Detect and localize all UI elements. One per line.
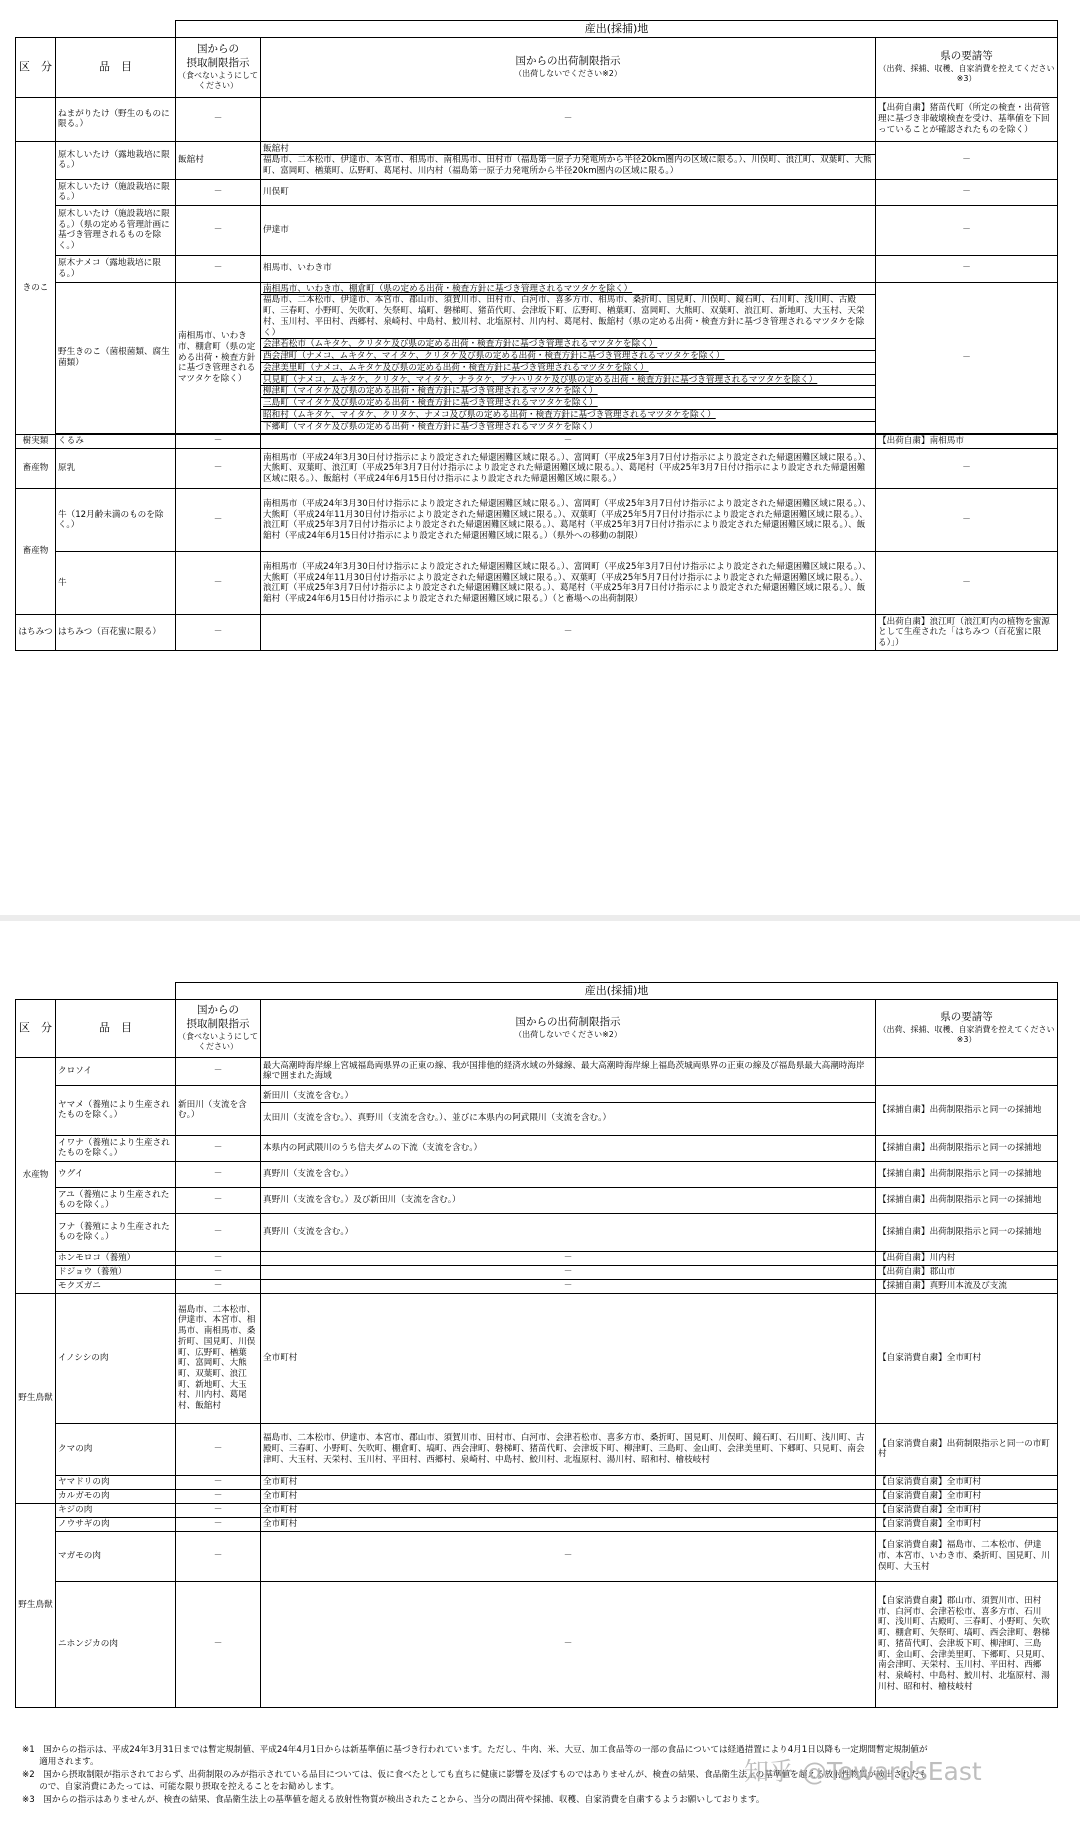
ship-cell: 本県内の阿武隈川のうち信夫ダムの下流（支流を含む。） <box>261 1135 876 1161</box>
consumption-header-3: （食べないようにしてください） <box>178 70 258 90</box>
kubun-cell: はちみつ <box>16 615 56 651</box>
dash-cell: － <box>176 552 261 615</box>
dash-cell: － <box>261 1265 876 1279</box>
item-cell: くるみ <box>56 435 176 449</box>
footnote-line: ※3 国からの指示はありませんが、検査の結果、食品衛生法上の基準値を超える放射性物質が検出されたことから、当分の間出荷や採捕、収穫、自家消費を自粛するようお願いしております。 <box>22 1794 765 1805</box>
table-row <box>16 1489 1058 1503</box>
restriction-table-1 <box>15 20 1058 651</box>
ship-cell: 全市町村 <box>261 1293 876 1423</box>
dash-cell: － <box>176 1135 261 1161</box>
ship-cell: 真野川（支流を含む。） <box>261 1213 876 1251</box>
dash-cell: － <box>876 255 1058 282</box>
dash-cell: － <box>176 1489 261 1503</box>
pref-cell: 【自家消費自粛】全市町村 <box>876 1475 1058 1489</box>
ship-line: 太田川（支流を含む。）、真野川（支流を含む。）、並びに本県内の阿武隈川（支流を含む。） <box>261 1102 875 1130</box>
pref-cell: 【採捕自粛】真野川本流及び支流 <box>876 1279 1058 1293</box>
kubun-cell: 野生鳥獣 <box>16 1503 56 1707</box>
item-cell: ウグイ <box>56 1161 176 1187</box>
table-row <box>16 1187 1058 1213</box>
item-cell: マガモの肉 <box>56 1531 176 1581</box>
dash-cell: － <box>876 179 1058 205</box>
item-cell: クマの肉 <box>56 1423 176 1475</box>
consumption-header-3: （食べないようにしてください） <box>178 1031 258 1051</box>
ship-line: 南相馬市、いわき市、棚倉町（県の定める出荷・検査方針に基づき管理されるマツタケを除く） <box>263 283 633 294</box>
dash-cell: － <box>176 1265 261 1279</box>
ship-line: 会津美里町（ナメコ、ムキタケ及び県の定める出荷・検査方針に基づき管理されるマツタケを除く） <box>261 362 875 374</box>
dash-cell: － <box>176 1251 261 1265</box>
item-cell: イノシシの肉 <box>56 1293 176 1423</box>
shipment-header-note: （出荷しないでください※2） <box>514 68 622 78</box>
table-row <box>16 1423 1058 1475</box>
ship-cell: 全市町村 <box>261 1489 876 1503</box>
item-cell: クロソイ <box>56 1057 176 1085</box>
pref-cell: 【出荷自粛】郡山市 <box>876 1265 1058 1279</box>
kubun-header: 区 分 <box>16 999 56 1057</box>
dash-cell: － <box>176 255 261 282</box>
ship-line: 柳津町（マイタケ及び県の定める出荷・検査方針に基づき管理されるマツタケを除く） <box>261 385 875 397</box>
kubun-cell: 畜産物 <box>16 449 56 489</box>
pref-cell: 【自家消費自粛】出荷制限指示と同一の市町村 <box>876 1423 1058 1475</box>
table-row <box>16 1475 1058 1489</box>
footnote-line: ので、自家消費にあたっては、可能な限り摂取を控えることをお勧めします。 <box>22 1782 340 1793</box>
page-separator <box>0 915 1080 921</box>
ship-cell <box>261 1085 876 1135</box>
table-row <box>16 1135 1058 1161</box>
dash-cell: － <box>176 1503 261 1517</box>
table-row <box>16 1085 1058 1135</box>
dash-cell: － <box>876 489 1058 552</box>
kubun-cell: 畜産物 <box>16 489 56 615</box>
table-row <box>16 1279 1058 1293</box>
table-row <box>16 1293 1058 1423</box>
pref-cell: 【採捕自粛】出荷制限指示と同一の採捕地 <box>876 1161 1058 1187</box>
dash-cell: － <box>176 1279 261 1293</box>
ship-line: 新田川（支流を含む。） <box>263 1091 354 1102</box>
table-row <box>16 97 1058 141</box>
footnote-line: 適用されます。 <box>22 1757 99 1768</box>
dash-cell: － <box>176 489 261 552</box>
table-row <box>16 615 1058 651</box>
shipment-header-title: 国からの出荷制限指示 <box>515 1016 621 1029</box>
dash-cell: － <box>176 205 261 255</box>
consumption-header-2: 摂取制限指示 <box>186 56 250 69</box>
ship-cell: 南相馬市（平成24年3月30日付け指示により設定された帰還困難区域に限る。）、富岡町（平成25年3月7日付け指示により設定された帰還困難区域に限る。）、大熊町、双葉町、浪江町（平成25年3月7日付け指示により設定された帰還困難区域に限る。）、葛尾村（平成25年3月7日付け指示により設定された帰還困難区域に限る。）、飯舘村（平成24年6月15日付け指示により設定された帰還困難区域に限る。） <box>261 449 876 489</box>
cons-cell: 新田川（支流を含む。） <box>176 1085 261 1135</box>
dash-cell: － <box>261 1581 876 1707</box>
item-cell: 原木ナメコ（露地栽培に限る。） <box>56 255 176 282</box>
column-header-row <box>16 37 1058 97</box>
kubun-cell: 樹実類 <box>16 435 56 449</box>
dash-cell: － <box>261 1531 876 1581</box>
table-row <box>16 1251 1058 1265</box>
prefecture-header-note: （出荷、採捕、収穫、自家消費を控えてください※3） <box>878 63 1055 84</box>
table-row <box>16 1531 1058 1581</box>
pref-cell: 【出荷自粛】猪苗代町（所定の検査・出荷管理に基づき非破壊検査を受け、基準値を下回っていることが確認されたものを除く） <box>876 97 1058 141</box>
dash-cell: － <box>261 97 876 141</box>
dash-cell: － <box>176 1187 261 1213</box>
table-row <box>16 141 1058 179</box>
ship-cell <box>261 282 876 434</box>
dash-cell: － <box>876 205 1058 255</box>
item-cell: ヤマメ（養殖により生産されたものを除く。） <box>56 1085 176 1135</box>
item-cell: アユ（養殖により生産されたものを除く。） <box>56 1187 176 1213</box>
dash-cell: － <box>261 615 876 651</box>
pref-cell: 【自家消費自粛】全市町村 <box>876 1517 1058 1531</box>
ship-line: 飯舘村 <box>263 143 289 154</box>
cons-cell: 飯舘村 <box>176 141 261 179</box>
table-row <box>16 205 1058 255</box>
item-cell: モクズガニ <box>56 1279 176 1293</box>
dash-cell: － <box>176 435 261 449</box>
pref-cell: 【出荷自粛】南相馬市 <box>876 435 1058 449</box>
pref-cell: 【出荷自粛】浪江町（浪江町内の植物を蜜源として生産された「はちみつ（百花蜜に限る）」） <box>876 615 1058 651</box>
pref-cell: 【自家消費自粛】全市町村 <box>876 1503 1058 1517</box>
kubun-header: 区 分 <box>16 37 56 97</box>
pref-cell: 【採捕自粛】出荷制限指示と同一の採捕地 <box>876 1085 1058 1135</box>
prefecture-header-title: 県の要請等 <box>940 1011 993 1024</box>
item-cell: ヤマドリの肉 <box>56 1475 176 1489</box>
shipment-header <box>261 37 876 97</box>
item-cell: カルガモの肉 <box>56 1489 176 1503</box>
item-cell: イワナ（養殖により生産されたものを除く。） <box>56 1135 176 1161</box>
consumption-header-2: 摂取制限指示 <box>186 1017 250 1030</box>
restriction-table-2 <box>15 982 1058 1708</box>
cons-cell: 福島市、二本松市、伊達市、本宮市、相馬市、南相馬市、桑折町、国見町、川俣町、広野町、楢葉町、富岡町、大熊町、双葉町、浪江町、新地町、大玉村、川内村、葛尾村、飯舘村 <box>176 1293 261 1423</box>
dash-cell: － <box>176 1475 261 1489</box>
dash-cell: － <box>176 615 261 651</box>
table-row <box>16 255 1058 282</box>
ship-cell: 最大高潮時海岸線上宮城福島両県界の正東の線、我が国排他的経済水域の外縁線、最大高潮時海岸線上福島茨城両県界の正東の線及び福島県最大高潮時海岸線で囲まれた海域 <box>261 1057 876 1085</box>
kubun-cell <box>16 97 56 141</box>
dash-cell: － <box>876 552 1058 615</box>
item-cell: ねまがりたけ（野生のものに限る。） <box>56 97 176 141</box>
ship-line: 三島町（マイタケ及び県の定める出荷・検査方針に基づき管理されるマツタケを除く） <box>261 397 875 409</box>
table-row <box>16 1581 1058 1707</box>
hinmoku-header: 品 目 <box>56 37 176 97</box>
table-row <box>16 1503 1058 1517</box>
shipment-header-note: （出荷しないでください※2） <box>514 1029 622 1039</box>
ship-cell <box>261 141 876 179</box>
pref-cell: 【採捕自粛】出荷制限指示と同一の採捕地 <box>876 1187 1058 1213</box>
item-cell: 牛 <box>56 552 176 615</box>
ship-cell: 川俣町 <box>261 179 876 205</box>
pref-cell: 【採捕自粛】出荷制限指示と同一の採捕地 <box>876 1213 1058 1251</box>
prefecture-header <box>876 999 1058 1057</box>
item-cell: はちみつ（百花蜜に限る） <box>56 615 176 651</box>
table-row <box>16 282 1058 434</box>
table-row <box>16 435 1058 449</box>
dash-cell: － <box>176 1161 261 1187</box>
shipment-header-title: 国からの出荷制限指示 <box>515 55 621 68</box>
ship-line: 西会津町（ナメコ、ムキタケ、マイタケ、クリタケ及び県の定める出荷・検査方針に基づき管理されるマツタケを除く） <box>261 350 875 362</box>
item-cell: ドジョウ（養殖） <box>56 1265 176 1279</box>
ship-cell: 真野川（支流を含む。）及び新田川（支流を含む。） <box>261 1187 876 1213</box>
table-row <box>16 1517 1058 1531</box>
table-row <box>16 489 1058 552</box>
table-row <box>16 179 1058 205</box>
ship-cell: 相馬市、いわき市 <box>261 255 876 282</box>
watermark: 知乎 @TowardsEast <box>744 1757 982 1786</box>
pref-cell: 【採捕自粛】出荷制限指示と同一の採捕地 <box>876 1135 1058 1161</box>
ship-line: 福島市、二本松市、伊達市、本宮市、郡山市、須賀川市、田村市、白河市、喜多方市、相馬市、桑折町、国見町、川俣町、鏡石町、石川町、浅川町、古殿町、三春町、小野町、矢吹町、矢祭町、塙町、磐梯町、猪苗代町、会津坂下町、広野町、楢葉町、富岡町、大熊町、双葉町、浪江町、新地町、大玉村、天栄村、玉川村、平田村、西郷村、泉崎村、中島村、鮫川村、北塩原村、川内村、葛尾村、飯舘村（県の定める出荷・検査方針に基づき管理されるマツタケを除く） <box>261 294 875 338</box>
item-cell: ニホンジカの肉 <box>56 1581 176 1707</box>
footnote-line: ※2 国から摂取制限が指示されておらず、出荷制限のみが指示されている品目については、仮に食べたとしても直ちに健康に影響を及ぼすものではありませんが、検査の結果、食品衛生法上の基準値を超える放射性物質が検出されたも <box>22 1769 928 1780</box>
pref-cell: 【自家消費自粛】全市町村 <box>876 1293 1058 1423</box>
table-sheet-1 <box>15 20 1057 651</box>
dash-cell: － <box>261 435 876 449</box>
pref-cell: 【出荷自粛】川内村 <box>876 1251 1058 1265</box>
ship-cell: 全市町村 <box>261 1517 876 1531</box>
footnote-line: ※1 国からの指示は、平成24年3月31日までは暫定規制値、平成24年4月1日からは新基準値に基づき行われています。ただし、牛肉、米、大豆、加工食品等の一部の食品については経過措置により4月1日以降も一定期間暫定規制値が <box>22 1745 928 1755</box>
pref-cell <box>876 1057 1058 1085</box>
item-cell: 原乳 <box>56 449 176 489</box>
item-cell: 牛（12月齢未満のものを除く。） <box>56 489 176 552</box>
prefecture-header-note: （出荷、採捕、収穫、自家消費を控えてください※3） <box>878 1024 1055 1045</box>
ship-line: 只見町（ナメコ、ムキタケ、クリタケ、マイタケ、ナラタケ、ブナハリタケ及び県の定める出荷・検査方針に基づき管理されるマツタケを除く） <box>261 374 875 386</box>
ship-cell: 伊達市 <box>261 205 876 255</box>
dash-cell: － <box>876 449 1058 489</box>
item-cell: 原木しいたけ（露地栽培に限る。） <box>56 141 176 179</box>
table-row <box>16 1265 1058 1279</box>
dash-cell: － <box>176 449 261 489</box>
dash-cell: － <box>176 1581 261 1707</box>
item-cell: ノウサギの肉 <box>56 1517 176 1531</box>
table-row <box>16 552 1058 615</box>
table-row <box>16 1213 1058 1251</box>
ship-line: 会津若松市（ムキタケ、クリタケ及び県の定める出荷・検査方針に基づき管理されるマツタケを除く） <box>261 338 875 350</box>
item-cell: フナ（養殖により生産されたものを除く。） <box>56 1213 176 1251</box>
ship-cell: 福島市、二本松市、伊達市、本宮市、郡山市、須賀川市、田村市、白河市、会津若松市、喜多方市、桑折町、国見町、川俣町、鏡石町、石川町、浅川町、古殿町、三春町、小野町、矢吹町、棚倉町、塙町、西会津町、磐梯町、猪苗代町、会津坂下町、柳津町、三島町、金山町、会津美里町、下郷町、只見町、南会津町、大玉村、天栄村、玉川村、平田村、西郷村、泉崎村、中島村、鮫川村、北塩原村、湯川村、昭和村、檜枝岐村 <box>261 1423 876 1475</box>
pref-cell: 【自家消費自粛】郡山市、須賀川市、田村市、白河市、会津若松市、喜多方市、石川町、浅川町、古殿町、三春町、小野町、矢吹町、棚倉町、矢祭町、塙町、西会津町、磐梯町、猪苗代町、会津坂下町、柳津町、三島町、金山町、会津美里町、下郷町、只見町、南会津町、天栄村、玉川村、平田村、西郷村、泉崎村、中島村、鮫川村、北塩原村、湯川村、昭和村、檜枝岐村 <box>876 1581 1058 1707</box>
prefecture-header <box>876 37 1058 97</box>
ship-cell: 全市町村 <box>261 1475 876 1489</box>
ship-line: 昭和村（ムキタケ、マイタケ、クリタケ、ナメコ及び県の定める出荷・検査方針に基づき管理されるマツタケを除く） <box>261 409 875 421</box>
pref-cell: 【自家消費自粛】福島市、二本松市、伊達市、本宮市、いわき市、桑折町、国見町、川俣町、大玉村 <box>876 1531 1058 1581</box>
ship-cell: 南相馬市（平成24年3月30日付け指示により設定された帰還困難区域に限る。）、富岡町（平成25年3月7日付け指示により設定された帰還困難区域に限る。）、大熊町（平成24年11月30日付け指示により設定された帰還困難区域に限る。）、双葉町（平成25年5月7日付け指示により設定された帰還困難区域に限る。）、浪江町（平成25年3月7日付け指示により設定された帰還困難区域に限る。）、葛尾村（平成25年3月7日付け指示により設定された帰還困難区域に限る。）、飯舘村（平成24年6月15日付け指示により設定された帰還困難区域に限る。）（と畜場への出荷制限） <box>261 552 876 615</box>
kubun-cell: 野生鳥獣 <box>16 1293 56 1503</box>
dash-cell: － <box>261 1251 876 1265</box>
shipment-header <box>261 999 876 1057</box>
item-cell: ホンモロコ（養殖） <box>56 1251 176 1265</box>
consumption-header-1: 国からの <box>197 1004 239 1017</box>
dash-cell: － <box>876 282 1058 434</box>
blank-header <box>16 983 176 1000</box>
ship-line: 下郷町（マイタケ及び県の定める出荷・検査方針に基づき管理されるマツタケを除く） <box>261 421 875 433</box>
table-row <box>16 1057 1058 1085</box>
region-header: 産出(採捕)地 <box>176 983 1058 1000</box>
prefecture-header-title: 県の要請等 <box>940 50 993 63</box>
ship-cell: 南相馬市（平成24年3月30日付け指示により設定された帰還困難区域に限る。）、富岡町（平成25年3月7日付け指示により設定された帰還困難区域に限る。）、大熊町（平成24年11月30日付け指示により設定された帰還困難区域に限る。）、双葉町（平成25年5月7日付け指示により設定された帰還困難区域に限る。）、浪江町（平成25年3月7日付け指示により設定された帰還困難区域に限る。）、葛尾村（平成25年3月7日付け指示により設定された帰還困難区域に限る。）、飯舘村（平成24年6月15日付け指示により設定された帰還困難区域に限る。）（県外への移動の制限） <box>261 489 876 552</box>
item-cell: 原木しいたけ（施設栽培に限る。）（県の定める管理計画に基づき管理されるものを除く。） <box>56 205 176 255</box>
item-cell: 野生きのこ（菌根菌類、腐生菌類） <box>56 282 176 434</box>
consumption-header-1: 国からの <box>197 43 239 56</box>
dash-cell: － <box>176 97 261 141</box>
pref-cell: 【自家消費自粛】全市町村 <box>876 1489 1058 1503</box>
dash-cell: － <box>176 1213 261 1251</box>
table-row <box>16 449 1058 489</box>
ship-cell: 全市町村 <box>261 1503 876 1517</box>
table-row <box>16 1161 1058 1187</box>
dash-cell: － <box>176 1423 261 1475</box>
dash-cell: － <box>176 1531 261 1581</box>
item-cell: キジの肉 <box>56 1503 176 1517</box>
dash-cell: － <box>176 1057 261 1085</box>
consumption-header <box>176 999 261 1057</box>
ship-line: 福島市、二本松市、伊達市、本宮市、相馬市、南相馬市、田村市（福島第一原子力発電所から半径20km圏内の区域に限る。）、川俣町、浪江町、双葉町、大熊町、富岡町、楢葉町、広野町、葛尾村、川内村（福島第一原子力発電所から半径20km圏内の区域に限る。） <box>261 154 875 176</box>
table-sheet-2 <box>15 982 1057 1708</box>
dash-cell: － <box>176 1517 261 1531</box>
item-cell: 原木しいたけ（施設栽培に限る。） <box>56 179 176 205</box>
consumption-header <box>176 37 261 97</box>
cons-cell: 南相馬市、いわき市、棚倉町（県の定める出荷・検査方針に基づき管理されるマツタケを除く） <box>176 282 261 434</box>
dash-cell: － <box>261 1279 876 1293</box>
hinmoku-header: 品 目 <box>56 999 176 1057</box>
ship-cell: 真野川（支流を含む。） <box>261 1161 876 1187</box>
column-header-row <box>16 999 1058 1057</box>
region-header: 産出(採捕)地 <box>176 21 1058 38</box>
dash-cell: － <box>176 179 261 205</box>
kubun-cell: 水産物 <box>16 1057 56 1293</box>
kubun-cell: きのこ <box>16 141 56 435</box>
dash-cell: － <box>876 141 1058 179</box>
blank-header <box>16 21 176 38</box>
